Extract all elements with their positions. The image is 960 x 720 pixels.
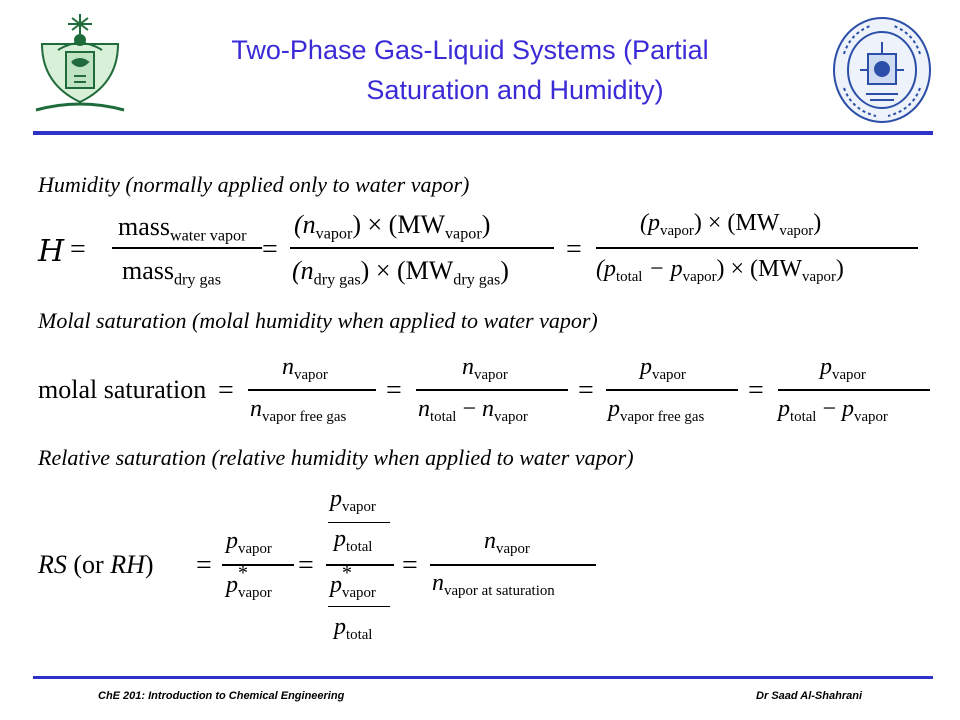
fraction-bar — [328, 606, 390, 607]
molal-f1-numerator: $n_{vapor}$ — [282, 354, 328, 384]
equals-sign: = — [262, 234, 278, 265]
equals-sign: = — [386, 375, 402, 406]
relative-f1-denominator: $p_{vapor}$ — [226, 572, 272, 602]
footer-course: ChE 201: Introduction to Chemical Engineering — [98, 690, 345, 702]
page-title — [150, 30, 790, 110]
fraction-bar — [222, 564, 294, 566]
bottom-divider — [33, 676, 933, 679]
fraction-2-numerator: $(n_{vapor}) \times (MW_{vapor})$ — [294, 210, 491, 243]
molal-f1-denominator: $n_{vapor free gas}$ — [250, 396, 347, 426]
fraction-bar — [430, 564, 596, 566]
molal-f3-numerator: $p_{vapor}$ — [640, 354, 686, 384]
fraction-3-numerator: $(p_{vapor}) \times (MW_{vapor})$ — [640, 210, 822, 240]
equals-sign: = — [748, 375, 764, 406]
fraction-bar — [248, 389, 376, 391]
chemical-engineering-seal-icon — [830, 14, 934, 126]
title-line-1: Two-Phase Gas-Liquid Systems (Partial — [231, 35, 709, 65]
relative-f2-bottom-denominator: $p_{total}$ — [334, 614, 373, 644]
molal-f2-numerator: $n_{vapor}$ — [462, 354, 508, 384]
relative-f2-top-denominator: $p_{total}$ — [334, 526, 373, 556]
relative-saturation-label: RS (or RH) — [38, 550, 154, 579]
relative-f1-numerator: $p_{vapor}$ — [226, 528, 272, 558]
fraction-1-denominator: mass$_{dry gas}$ — [122, 256, 221, 289]
top-divider — [33, 131, 933, 135]
fraction-bar — [328, 522, 390, 523]
molal-f2-denominator: $n_{total} - n_{vapor}$ — [418, 396, 528, 426]
equals-sign: = — [578, 375, 594, 406]
relative-f3-numerator: $n_{vapor}$ — [484, 528, 530, 558]
fraction-bar — [326, 564, 394, 566]
saturation-star: * — [238, 562, 248, 584]
humidity-heading: Humidity (normally applied only to water vapor) — [38, 172, 470, 197]
equals-sign: = — [70, 234, 86, 265]
equals-sign: = — [402, 550, 418, 581]
fraction-bar — [416, 389, 568, 391]
fraction-bar — [606, 389, 738, 391]
fraction-bar — [112, 247, 262, 249]
equals-sign: = — [218, 375, 234, 406]
humidity-symbol: H — [38, 234, 65, 269]
fraction-3-denominator: $(p_{total} - p_{vapor}) \times (MW_{vapor})$ — [596, 256, 844, 286]
molal-f4-numerator: $p_{vapor}$ — [820, 354, 866, 384]
relative-f3-denominator: $n_{vapor at saturation}$ — [432, 570, 555, 600]
title-line-2: Saturation and Humidity) — [366, 75, 664, 105]
relative-saturation-heading: Relative saturation (relative humidity when applied to water vapor) — [38, 445, 634, 470]
molal-saturation-label: molal saturation — [38, 375, 207, 404]
fraction-bar — [290, 247, 554, 249]
relative-f2-bottom-numerator: $p_{vapor}$ — [330, 572, 376, 602]
molal-saturation-heading: Molal saturation (molal humidity when applied to water vapor) — [38, 308, 598, 333]
footer-author: Dr Saad Al-Shahrani — [756, 690, 862, 702]
equals-sign: = — [566, 234, 582, 265]
fraction-bar — [778, 389, 930, 391]
saturation-star: * — [342, 562, 352, 584]
fraction-2-denominator: $(n_{dry gas}) \times (MW_{dry gas})$ — [292, 256, 509, 289]
relative-f2-top-numerator: $p_{vapor}$ — [330, 486, 376, 516]
fraction-bar — [596, 247, 918, 249]
molal-f3-denominator: $p_{vapor free gas}$ — [608, 396, 705, 426]
fraction-1-numerator: mass$_{water vapor}$ — [118, 212, 247, 245]
molal-f4-denominator: $p_{total} - p_{vapor}$ — [778, 396, 888, 426]
university-crest-icon — [28, 6, 132, 118]
equals-sign: = — [196, 550, 212, 581]
equals-sign: = — [298, 550, 314, 581]
